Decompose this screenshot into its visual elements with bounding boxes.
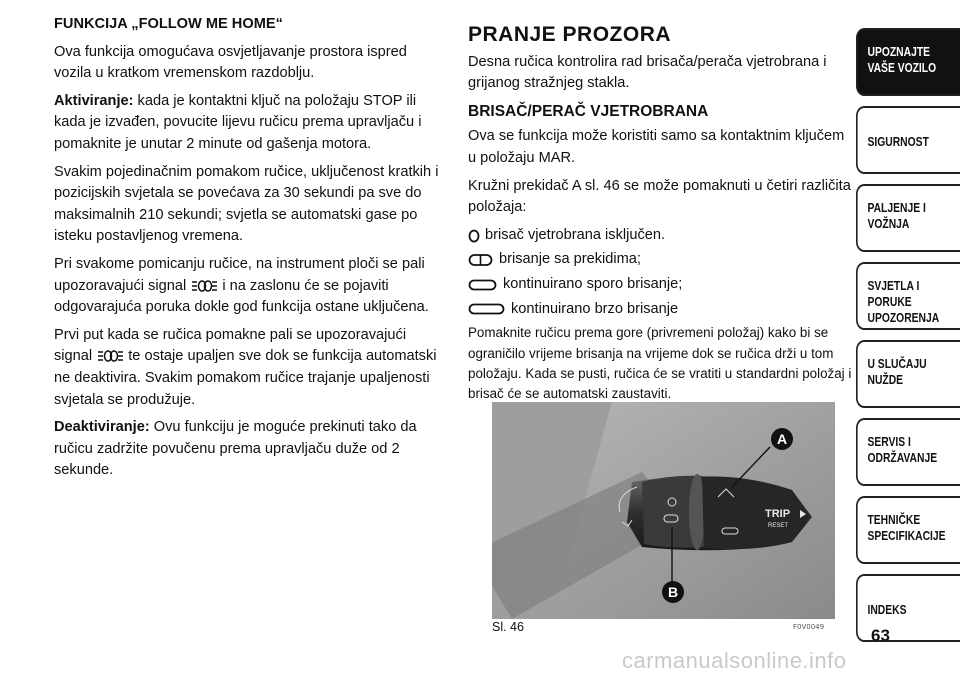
paragraph-ring-switch: Kružni prekidač A sl. 46 se može pomaknuti u četiri različita položaja: [468,177,851,216]
deactivation-label: Deaktiviranje: [54,419,150,436]
tab-label-line2: NUŽDE [867,373,904,387]
trip-label: TRIP [765,508,791,520]
paragraph-temporary-position: Pomaknite ručicu prema gore (privremeni položaj) kako bi se ograničilo vrijeme brisanja na vrijeme dok se ručica drži u tom položaju. Kada se pusti, ručica će se vratiti u standardni položaj i brisač će se automatski zaustaviti. [468,325,852,402]
text-segment: te ostaje upaljen sve dok se funkcija automatski ne deaktivira. Svakim pomakom ručice trajanje upaljenosti svjetala se produžuje. [54,348,437,408]
paragraph-key-mar: Ova se funkcija može koristiti samo sa kontaktnim ključem u položaju MAR. [468,128,845,166]
paragraph-first-move [54,325,439,411]
circle-icon [468,229,480,243]
activation-text: kada je kontaktni ključ na položaju STOP ili kada je izvađen, povucite lijevu ručicu prema upravljaču i pomaknite je unutar 2 minute od gašenja motora. [54,92,422,152]
text-segment: Prvi put kada se ručica pomakne pali se upozoravajući signal [54,326,407,365]
paragraph-warning-signal [54,254,439,319]
subheading-wiper-washer: BRISAČ/PERAČ VJETROBRANA [468,102,709,120]
tab-label-line2: VOŽNJA [867,217,910,231]
watermark: carmanualsonline.info [622,648,847,673]
tab-upoznajte-vase-vozilo[interactable] [856,28,960,96]
option-label: brisanje sa prekidima; [499,251,641,268]
paragraph-duration: Svakim pojedinačnim pomakom ručice, uključenost kratkih i pozicijskih svjetala se povećava za 30 sekundi pa sve do maksimalnih 210 sekundi; svjetla se automatski gase po isteku postavljenog vremena. [54,163,439,245]
callout-a-label: A [776,431,788,447]
paragraph-right-intro: Desna ručica kontrolira rad brisača/perača vjetrobrana i grijanog stražnjeg stakla. [468,53,827,92]
wiper-stalk-figure [492,402,835,619]
tab-label-line1: SERVIS I [867,435,911,449]
paragraph-intro: Ova funkcija omogućava osvjetljavanje prostora ispred vozila u kratkom vremenskom razdoblju. [54,43,407,82]
tab-label-line1: U SLUČAJU [867,357,927,371]
tab-paljenje-i-voznja[interactable] [856,184,960,252]
tab-sigurnost[interactable] [856,106,960,174]
tab-label-line2: ODRŽAVANJE [867,451,938,465]
text-segment: i na zaslonu će se pojaviti odgovarajuća poruka dokle god funkcija ostane uključena. [54,277,429,316]
pill-icon [468,302,506,316]
tab-label-line1: PALJENJE I [867,201,926,215]
left-column [54,14,439,488]
tab-label-line2: UPOZORENJA [867,311,940,325]
follow-me-home-lamp-icon [190,279,218,293]
deactivation-text: Ovu funkciju je moguće prekinuti tako da ručicu zadržite povučenu prema upravljaču duže od 2 sekunde. [54,419,417,479]
paragraph-deactivation [54,417,439,482]
tab-u-slucaju-nuzde[interactable] [856,340,960,408]
option-label: brisač vjetrobrana isključen. [485,226,666,243]
option-wiper-fast [468,299,853,321]
tab-label-line1: SIGURNOST [867,135,929,149]
tab-label-line2: VAŠE VOZILO [867,61,937,75]
dashed-pill-icon [468,253,494,267]
callout-b-label: B [667,584,679,600]
page-number: 63 [871,626,890,645]
option-wiper-intermittent [468,249,853,271]
right-column [468,24,853,411]
option-wiper-slow [468,274,853,296]
section-heading-follow-me-home: FUNKCIJA „FOLLOW ME HOME“ [54,16,283,32]
tab-label-line1: TEHNIČKE [867,513,921,527]
wiper-stalk-illustration [492,402,835,619]
follow-me-home-lamp-icon [96,349,124,363]
figure-caption: Sl. 46 [492,620,524,634]
tab-svjetla-i-poruke[interactable] [856,262,960,330]
paragraph-activation [54,91,439,156]
text-segment: Pri svakome pomicanju ručice, na instrument ploči se pali upozoravajući signal [54,255,425,294]
option-label: kontinuirano sporo brisanje; [503,275,683,292]
tab-label-line2: SPECIFIKACIJE [867,529,946,543]
tab-label-line1: INDEKS [867,603,907,617]
pill-icon [468,278,498,292]
figure-code: F0V0049 [793,623,825,631]
tab-label-line1: UPOZNAJTE [867,45,931,59]
activation-label: Aktiviranje: [54,92,134,109]
tab-servis-i-odrzavanje[interactable] [856,418,960,486]
option-wiper-off [468,225,853,247]
tab-tehnicke-specifikacije[interactable] [856,496,960,564]
reset-label: RESET [768,523,789,529]
option-label: kontinuirano brzo brisanje [511,300,679,317]
section-heading-window-washing: PRANJE PROZORA [468,23,672,46]
tab-label-line1: SVJETLA I PORUKE [867,279,920,309]
